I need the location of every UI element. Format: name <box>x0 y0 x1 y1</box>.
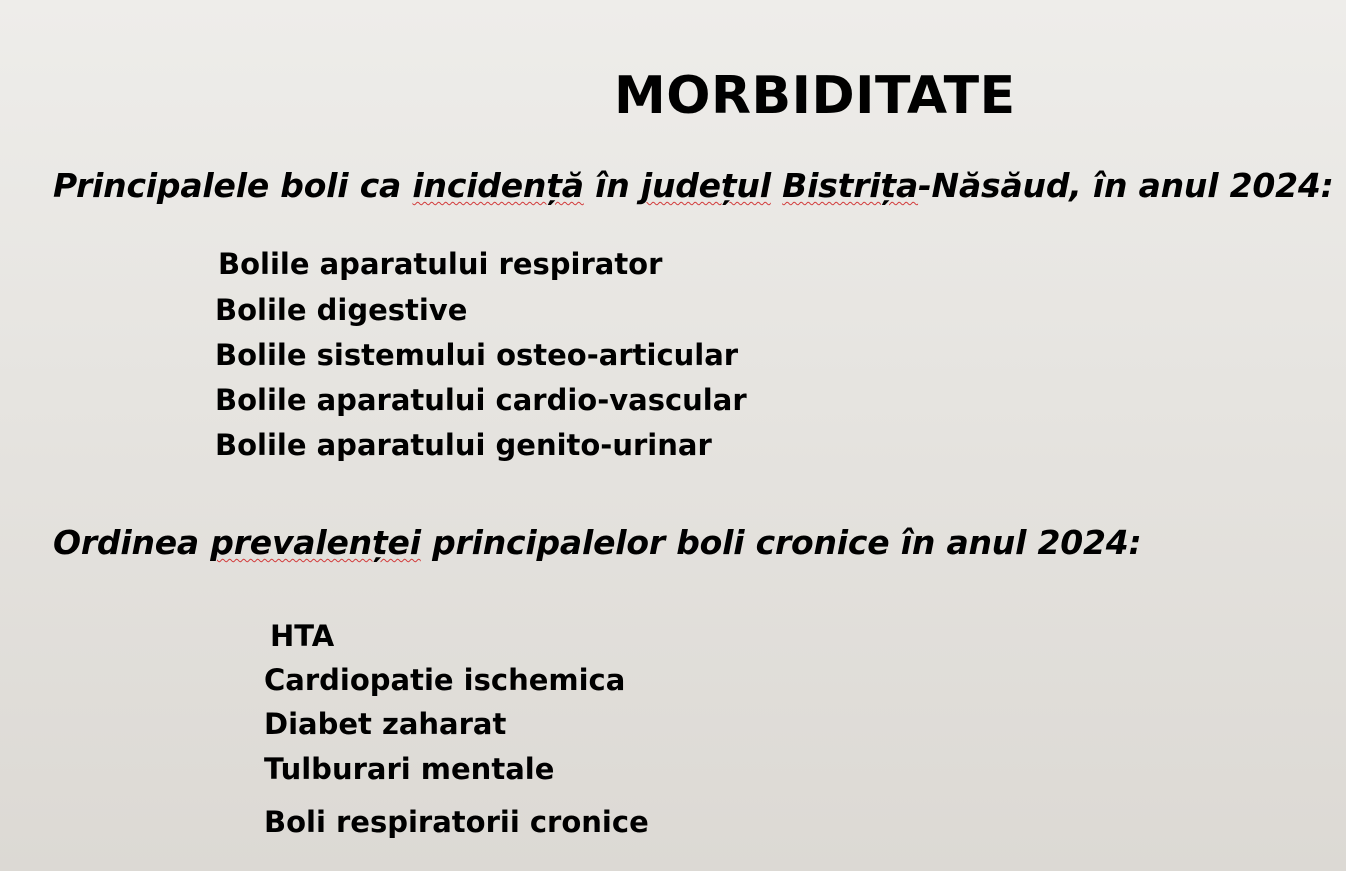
list-item: Boli respiratorii cronice <box>264 805 649 839</box>
list-item: Cardiopatie ischemica <box>264 663 626 697</box>
incidence-heading-part: Principalele boli ca <box>53 166 413 205</box>
list-item: HTA <box>270 619 335 653</box>
incidence-heading-part: -Năsăud, în anul 2024: <box>918 166 1334 205</box>
spellcheck-word: prevalenței <box>210 523 421 562</box>
incidence-heading-part: în <box>583 166 641 205</box>
spellcheck-word: județul <box>640 166 771 205</box>
spellcheck-word: incidență <box>412 166 584 205</box>
list-item: Bolile digestive <box>215 293 468 327</box>
list-item: Diabet zaharat <box>264 707 507 741</box>
prevalence-heading-part: principalelor boli cronice în anul 2024: <box>420 523 1142 562</box>
list-item: Bolile aparatului cardio-vascular <box>215 383 747 417</box>
incidence-heading-part <box>771 166 782 205</box>
list-item: Bolile aparatului genito-urinar <box>215 428 712 462</box>
list-item: Tulburari mentale <box>264 752 555 786</box>
spellcheck-word: Bistrița <box>782 166 919 205</box>
incidence-heading <box>53 166 1334 205</box>
prevalence-heading-part: Ordinea <box>53 523 211 562</box>
prevalence-heading <box>53 523 1142 562</box>
list-item: Bolile sistemului osteo-articular <box>215 338 739 372</box>
list-item: Bolile aparatului respirator <box>218 247 663 281</box>
slide-title: MORBIDITATE <box>614 66 1016 126</box>
